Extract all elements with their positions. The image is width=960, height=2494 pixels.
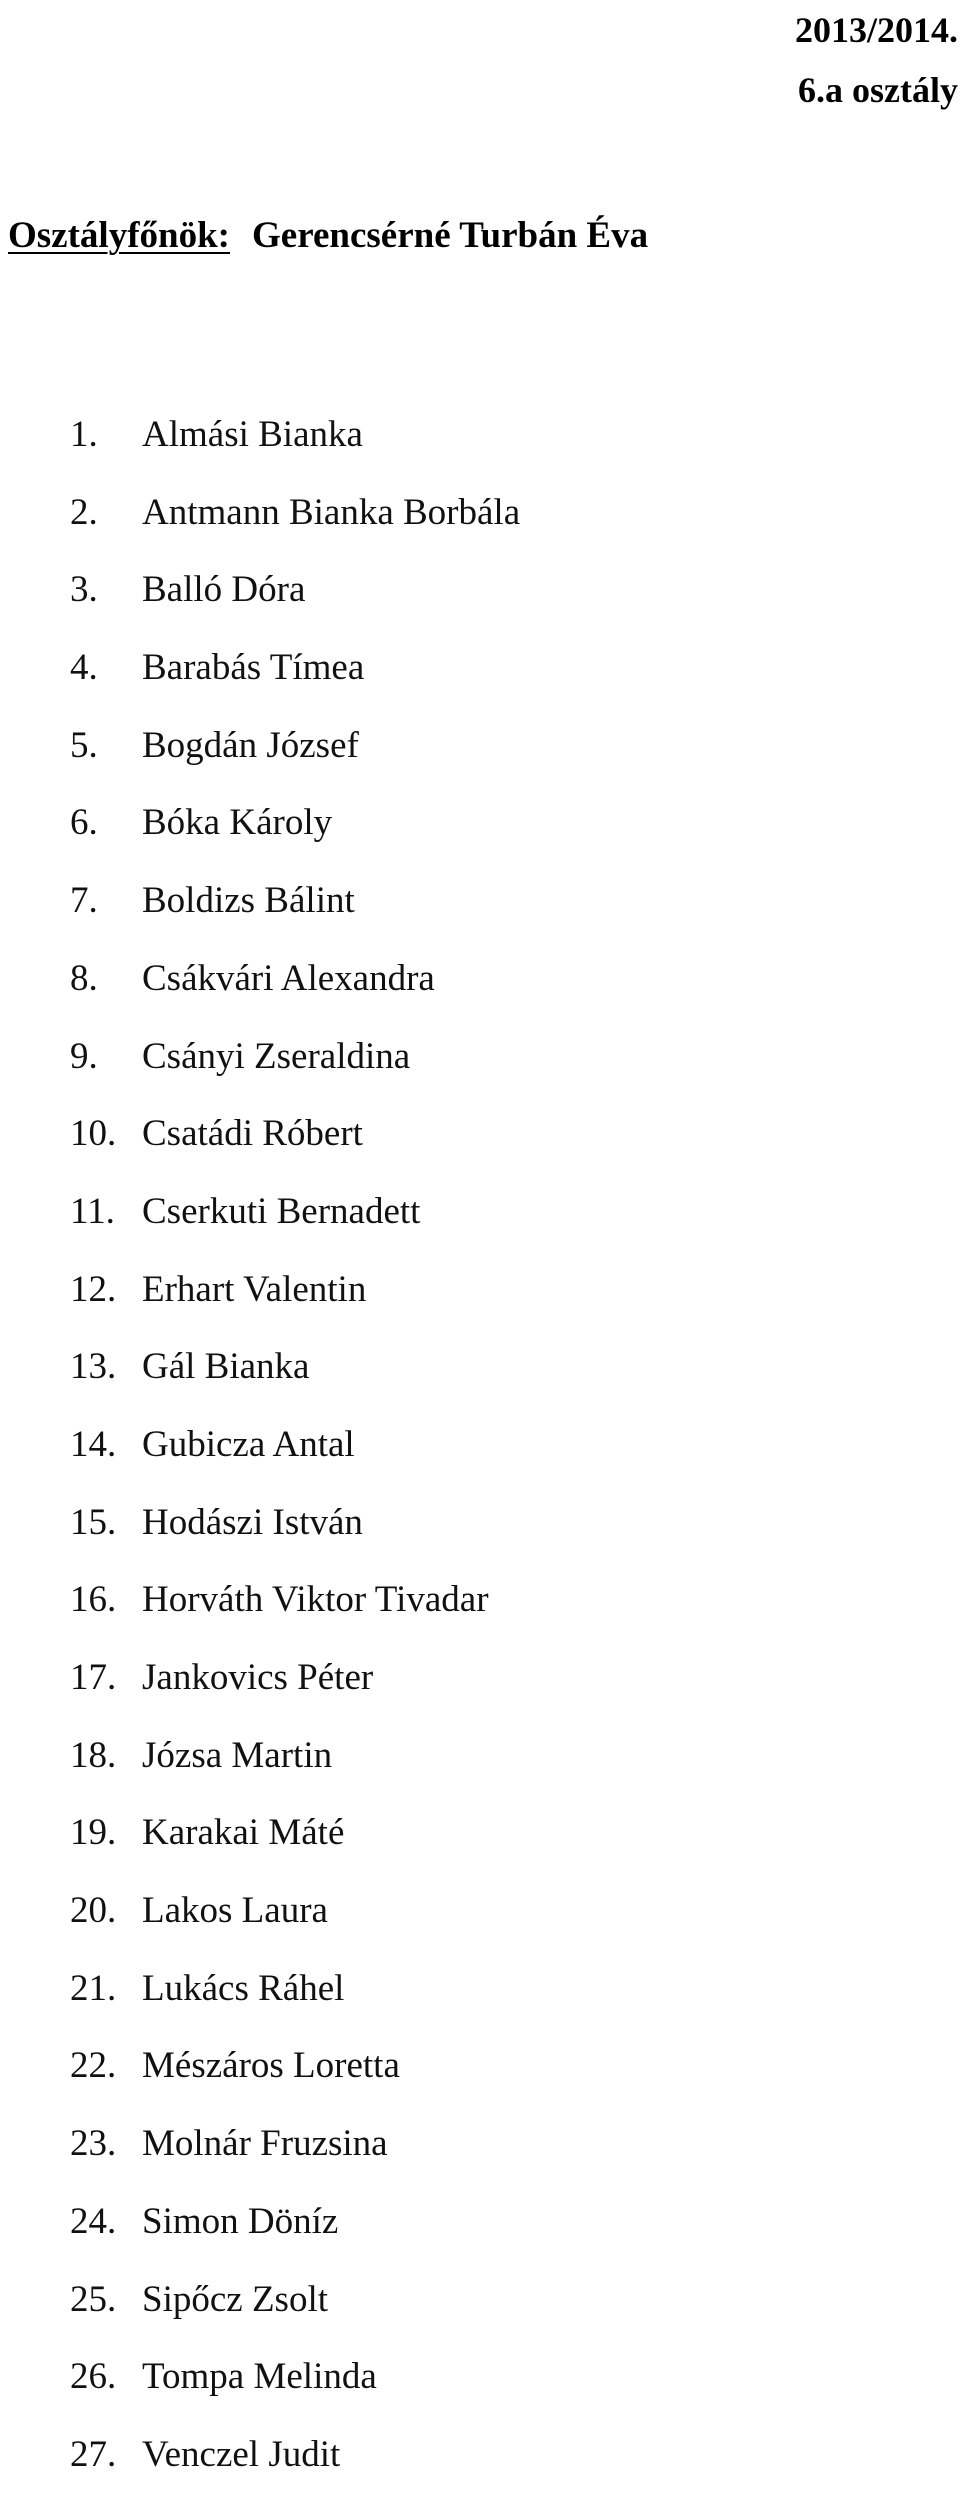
student-number: 21.	[70, 1967, 117, 2009]
student-name: Almási Bianka	[142, 414, 363, 455]
student-number: 14.	[70, 1423, 117, 1465]
student-name: Gál Bianka	[142, 1346, 310, 1388]
student-number: 18.	[70, 1734, 117, 1776]
student-name: Balló Dóra	[142, 569, 306, 611]
student-number: 13.	[70, 1346, 117, 1388]
student-number: 22.	[70, 2045, 117, 2087]
class-teacher-name: Gerencsérné Turbán Éva	[252, 215, 649, 256]
student-name: Molnár Fruzsina	[142, 2123, 388, 2165]
student-name: Venczel Judit	[142, 2433, 341, 2475]
student-name: Józsa Martin	[142, 1734, 333, 1776]
student-name: Simon Döníz	[142, 2200, 339, 2242]
student-number: 20.	[70, 1890, 117, 1932]
student-name: Csányi Zseraldina	[142, 1035, 411, 1077]
student-name: Horváth Viktor Tivadar	[142, 1579, 489, 1621]
student-number: 12.	[70, 1268, 117, 1310]
student-number: 15.	[70, 1501, 117, 1543]
class-name: 6.a osztály	[798, 70, 958, 110]
school-year: 2013/2014.	[794, 10, 958, 50]
student-name: Cserkuti Bernadett	[142, 1190, 421, 1232]
student-number: 6.	[70, 802, 98, 844]
student-number: 1.	[70, 414, 98, 455]
student-name: Csatádi Róbert	[142, 1113, 363, 1155]
student-name: Tompa Melinda	[142, 2356, 377, 2398]
student-name: Hodászi István	[142, 1501, 363, 1543]
document-header	[795, 0, 958, 120]
student-name: Gubicza Antal	[142, 1423, 355, 1465]
student-name: Csákvári Alexandra	[142, 957, 435, 999]
student-number: 5.	[70, 724, 98, 766]
student-number: 23.	[70, 2123, 117, 2165]
student-number: 17.	[70, 1657, 117, 1698]
student-number: 4.	[70, 647, 98, 689]
student-name: Erhart Valentin	[142, 1268, 367, 1310]
student-number: 7.	[70, 880, 98, 922]
student-number: 11.	[70, 1190, 115, 1232]
student-name: Lakos Laura	[142, 1890, 328, 1932]
student-name: Bóka Károly	[142, 802, 333, 844]
student-number: 24.	[70, 2200, 117, 2242]
student-number: 25.	[70, 2278, 117, 2320]
student-number: 10.	[70, 1113, 117, 1155]
class-teacher-label: Osztályfőnök:	[8, 215, 230, 256]
student-name: Lukács Ráhel	[142, 1967, 345, 2009]
student-name: Karakai Máté	[142, 1812, 345, 1854]
student-number: 2.	[70, 491, 98, 533]
student-number: 3.	[70, 569, 98, 611]
student-name: Boldizs Bálint	[142, 880, 355, 922]
student-number: 19.	[70, 1812, 117, 1854]
student-name: Antmann Bianka Borbála	[142, 491, 521, 533]
student-number: 8.	[70, 957, 98, 999]
student-name: Sipőcz Zsolt	[142, 2278, 329, 2320]
student-number: 27.	[70, 2433, 117, 2475]
student-number: 9.	[70, 1035, 98, 1077]
student-name: Bogdán József	[142, 724, 359, 766]
student-name: Jankovics Péter	[142, 1657, 374, 1698]
student-number: 26.	[70, 2356, 117, 2398]
student-name: Barabás Tímea	[142, 647, 365, 689]
class-teacher-row	[8, 204, 648, 268]
student-name: Mészáros Loretta	[142, 2045, 400, 2087]
student-number: 16.	[70, 1579, 117, 1621]
